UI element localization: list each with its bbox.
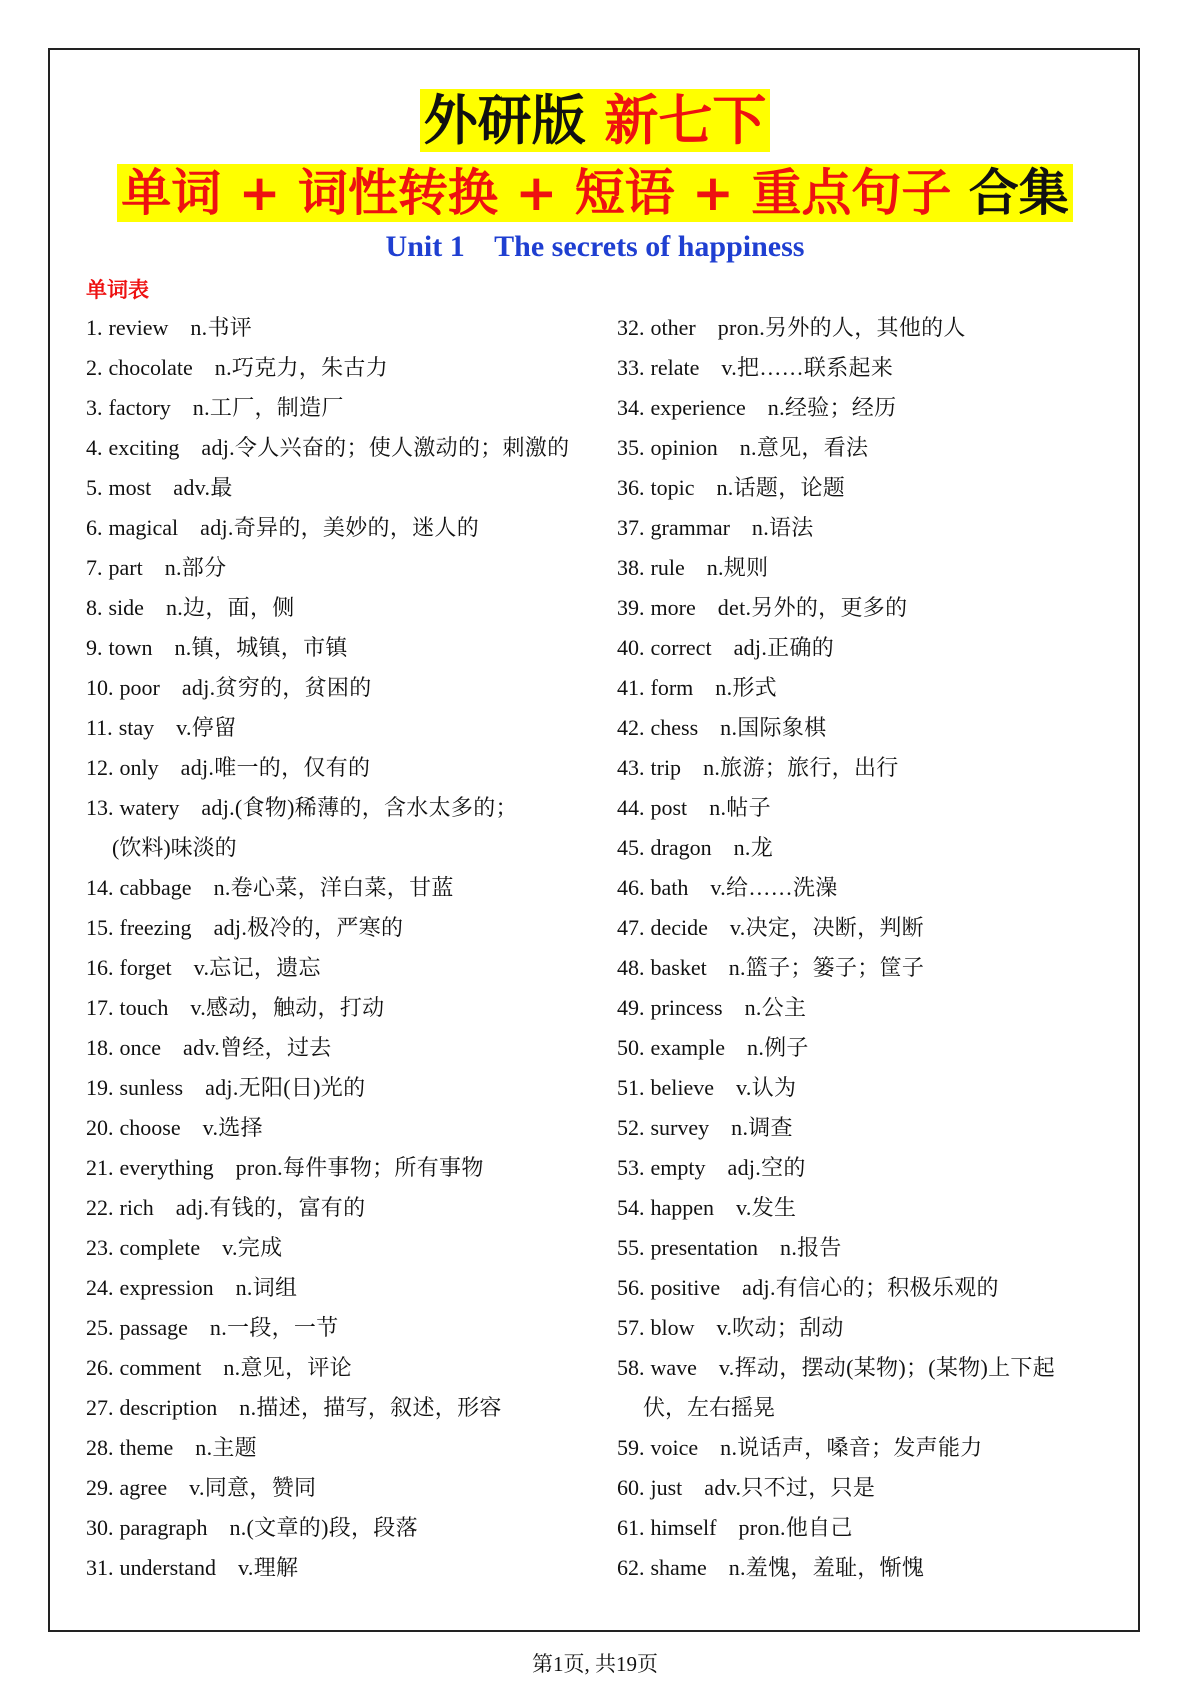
vocab-entry [86,988,591,1028]
vocab-entry [86,1228,591,1268]
entry-word: comment [119,1355,202,1380]
entry-word: chocolate [108,355,193,380]
entry-definition: adj.(食物)稀薄的，含水太多的； [201,795,518,820]
entry-number: 15. [86,915,114,940]
entry-word: opinion [650,435,718,460]
vocab-entry [617,308,1117,348]
entry-definition: pron.每件事物；所有事物 [235,1155,484,1180]
entry-definition: adj.极冷的，严寒的 [213,915,404,940]
entry-number: 3. [86,395,103,420]
entry-word: voice [650,1435,699,1460]
vocab-entry [86,1268,591,1308]
title-grade: 新七下 [604,89,767,152]
entry-definition: v.理解 [238,1555,299,1580]
entry-word: stay [118,715,155,740]
entry-word: trip [650,755,682,780]
entry-number: 22. [86,1195,114,1220]
vocab-entry [86,1508,591,1548]
entry-word: poor [119,675,160,700]
vocab-entry [86,948,591,988]
entry-number: 49. [617,995,645,1020]
entry-number: 28. [86,1435,114,1460]
entry-definition: v.把……联系起来 [721,355,894,380]
entry-definition: n.形式 [715,675,777,700]
entry-word: empty [650,1155,706,1180]
vocab-entry [617,788,1117,828]
entry-number: 36. [617,475,645,500]
vocab-entry [617,1468,1117,1508]
entry-definition: adj.令人兴奋的；使人激动的；刺激的 [201,435,570,460]
entry-number: 38. [617,555,645,580]
entry-word: paragraph [119,1515,208,1540]
vocab-entry [86,308,591,348]
vocab-entry [617,468,1117,508]
entry-number: 53. [617,1155,645,1180]
vocab-entry [86,1468,591,1508]
entry-word: most [108,475,152,500]
vocab-entry [86,1308,591,1348]
entry-word: once [119,1035,162,1060]
entry-definition: n.公主 [744,995,807,1020]
entry-definition: n.一段，一节 [209,1315,339,1340]
vocab-entry [617,828,1117,868]
entry-definition: n.报告 [780,1235,842,1260]
entry-word: form [650,675,694,700]
vocab-entry [617,388,1117,428]
entry-word: freezing [119,915,192,940]
entry-definition: n.帖子 [709,795,771,820]
vocab-entry [617,1548,1117,1588]
entry-definition: v.吹动；刮动 [716,1315,844,1340]
entry-word: himself [650,1515,717,1540]
entry-definition: n.羞愧，羞耻，惭愧 [728,1555,925,1580]
vocab-entry [617,628,1117,668]
entry-number: 62. [617,1555,645,1580]
entry-definition: adj.空的 [727,1155,806,1180]
entry-number: 18. [86,1035,114,1060]
entry-word: agree [119,1475,168,1500]
entry-definition: adj.唯一的，仅有的 [180,755,371,780]
entry-definition: n.篮子；篓子；筐子 [728,955,925,980]
entry-word: watery [119,795,180,820]
entry-definition: v.给……洗澡 [710,875,838,900]
entry-definition: n.意见，评论 [223,1355,352,1380]
entry-number: 29. [86,1475,114,1500]
entry-number: 50. [617,1035,645,1060]
entry-number: 6. [86,515,103,540]
vocab-entry [617,988,1117,1028]
entry-definition: adj.正确的 [733,635,835,660]
entry-word: review [108,315,169,340]
vocab-entry [617,668,1117,708]
entry-definition: adv.最 [173,475,233,500]
entry-word: side [108,595,144,620]
entry-word: everything [119,1155,214,1180]
entry-number: 26. [86,1355,114,1380]
entry-number: 43. [617,755,645,780]
vocab-entry [86,388,591,428]
entry-definition: n.例子 [747,1035,809,1060]
entry-definition: v.发生 [736,1195,797,1220]
vocab-entry [617,948,1117,988]
vocab-entry [617,548,1117,588]
entry-number: 47. [617,915,645,940]
vocab-entry [86,1068,591,1108]
entry-definition: adj.贫穷的，贫困的 [181,675,372,700]
entry-word: forget [119,955,172,980]
entry-word: theme [119,1435,174,1460]
entry-word: relate [650,355,700,380]
entry-word: part [108,555,143,580]
entry-word: touch [119,995,169,1020]
vocab-entry [617,1068,1117,1108]
vocab-entry [86,1148,591,1188]
section-title: 单词表 [86,278,149,302]
entry-word: more [650,595,696,620]
vocab-entry [617,708,1117,748]
entry-word: positive [650,1275,721,1300]
entry-number: 54. [617,1195,645,1220]
entry-word: bath [650,875,689,900]
entry-number: 60. [617,1475,645,1500]
entry-definition: v.选择 [202,1115,263,1140]
vocab-entry [86,1028,591,1068]
entry-word: believe [650,1075,715,1100]
entry-word: decide [650,915,708,940]
title-publisher: 外研版 [423,89,586,152]
entry-number: 31. [86,1555,114,1580]
entry-number: 61. [617,1515,645,1540]
entry-word: factory [108,395,171,420]
entry-number: 17. [86,995,114,1020]
entry-word: topic [650,475,695,500]
vocab-entry [86,908,591,948]
entry-number: 32. [617,315,645,340]
entry-word: sunless [119,1075,184,1100]
entry-word: just [650,1475,683,1500]
entry-word: experience [650,395,746,420]
entry-word: happen [650,1195,715,1220]
entry-number: 33. [617,355,645,380]
entry-number: 55. [617,1235,645,1260]
vocab-entry [86,588,591,628]
entry-definition: v.感动，触动，打动 [190,995,385,1020]
entry-definition: n.镇，城镇，市镇 [174,635,348,660]
entry-definition-continued: (饮料)味淡的 [112,835,237,860]
entry-word: cabbage [119,875,192,900]
subtitle-collection: 合集 [968,164,1069,222]
entry-definition: n.(文章的)段，段落 [229,1515,418,1540]
entry-number: 20. [86,1115,114,1140]
entry-number: 19. [86,1075,114,1100]
entry-number: 2. [86,355,103,380]
vocab-entry [617,508,1117,548]
vocab-entry [86,1108,591,1148]
entry-number: 8. [86,595,103,620]
entry-definition: n.龙 [733,835,773,860]
entry-word: expression [119,1275,214,1300]
vocab-entry [617,348,1117,388]
vocab-entry [86,1348,591,1388]
entry-number: 7. [86,555,103,580]
vocab-entry [86,708,591,748]
entry-number: 59. [617,1435,645,1460]
vocab-entry [86,1188,591,1228]
entry-definition: n.描述，描写，叙述，形容 [239,1395,502,1420]
entry-number: 45. [617,835,645,860]
vocab-entry [86,668,591,708]
entry-word: exciting [108,435,180,460]
entry-number: 27. [86,1395,114,1420]
entry-definition: adj.有钱的，富有的 [175,1195,366,1220]
entry-number: 13. [86,795,114,820]
entry-word: survey [650,1115,710,1140]
vocab-entry [617,748,1117,788]
entry-definition: n.卷心菜，洋白菜，甘蓝 [213,875,454,900]
entry-word: choose [119,1115,181,1140]
entry-number: 48. [617,955,645,980]
entry-number: 4. [86,435,103,460]
entry-word: basket [650,955,707,980]
entry-word: description [119,1395,218,1420]
entry-definition: n.话题，论题 [716,475,846,500]
entry-word: magical [108,515,179,540]
entry-word: wave [650,1355,697,1380]
entry-word: rule [650,555,685,580]
entry-definition: adj.奇异的，美妙的，迷人的 [200,515,480,540]
entry-definition: n.意见，看法 [739,435,869,460]
entry-number: 30. [86,1515,114,1540]
vocab-entry [617,908,1117,948]
entry-number: 41. [617,675,645,700]
entry-number: 46. [617,875,645,900]
vocab-entry [617,1428,1117,1468]
vocab-entry [86,428,591,468]
subtitle-topics: 单词 + 词性转换 + 短语 + 重点句子 [121,164,952,222]
entry-number: 42. [617,715,645,740]
entry-number: 23. [86,1235,114,1260]
entry-number: 40. [617,635,645,660]
entry-word: only [119,755,159,780]
entry-number: 14. [86,875,114,900]
entry-definition: adj.无阳(日)光的 [205,1075,366,1100]
entry-definition: v.挥动，摆动(某物)；(某物)上下起 [718,1355,1055,1380]
vocab-entry [86,628,591,668]
vocab-entry [86,548,591,588]
entry-word: shame [650,1555,707,1580]
entry-definition: v.决定，决断，判断 [729,915,924,940]
entry-definition: pron.另外的人，其他的人 [717,315,966,340]
vocab-entry [86,788,591,828]
entry-definition: n.规则 [706,555,769,580]
entry-word: princess [650,995,723,1020]
vocab-entry [617,1108,1117,1148]
entry-word: correct [650,635,712,660]
entry-number: 37. [617,515,645,540]
entry-definition: n.巧克力，朱古力 [214,355,388,380]
entry-number: 57. [617,1315,645,1340]
entry-definition: n.说话声，嗓音；发声能力 [720,1435,983,1460]
entry-number: 12. [86,755,114,780]
entry-definition: n.工厂，制造厂 [192,395,344,420]
entry-definition: adv.曾经，过去 [183,1035,332,1060]
entry-number: 34. [617,395,645,420]
vocab-entry [86,508,591,548]
entry-definition: n.调查 [731,1115,793,1140]
entry-definition: n.旅游；旅行，出行 [703,755,899,780]
entry-word: understand [119,1555,217,1580]
entry-word: grammar [650,515,730,540]
vocab-column-right [617,308,1117,1588]
entry-number: 52. [617,1115,645,1140]
vocab-entry [86,348,591,388]
entry-number: 11. [86,715,113,740]
entry-number: 39. [617,595,645,620]
entry-number: 25. [86,1315,114,1340]
entry-definition: v.停留 [176,715,237,740]
page-footer: 第1页, 共19页 [532,1652,658,1676]
entry-word: example [650,1035,726,1060]
entry-definition: v.认为 [736,1075,797,1100]
entry-definition: v.同意，赞同 [189,1475,317,1500]
entry-definition: n.语法 [751,515,814,540]
vocab-entry [86,1548,591,1588]
vocab-entry [86,1428,591,1468]
entry-definition: v.完成 [222,1235,283,1260]
entry-word: chess [650,715,699,740]
vocab-entry [617,1148,1117,1188]
entry-word: complete [119,1235,201,1260]
entry-number: 35. [617,435,645,460]
vocab-entry [617,588,1117,628]
entry-word: rich [119,1195,154,1220]
entry-number: 5. [86,475,103,500]
entry-word: town [108,635,153,660]
entry-word: dragon [650,835,712,860]
entry-definition: n.书评 [190,315,253,340]
entry-number: 21. [86,1155,114,1180]
vocab-entry [617,428,1117,468]
entry-word: passage [119,1315,188,1340]
entry-definition: n.边，面，侧 [165,595,295,620]
vocab-entry [617,1268,1117,1308]
entry-word: other [650,315,696,340]
vocab-entry [617,1188,1117,1228]
entry-definition: det.另外的，更多的 [717,595,908,620]
entry-definition: n.词组 [235,1275,298,1300]
entry-definition: adj.有信心的；积极乐观的 [742,1275,999,1300]
document-title [0,86,1190,156]
entry-word: presentation [650,1235,759,1260]
entry-number: 24. [86,1275,114,1300]
entry-number: 1. [86,315,103,340]
vocab-entry [617,1028,1117,1068]
entry-number: 56. [617,1275,645,1300]
vocab-entry [86,868,591,908]
vocab-entry [86,748,591,788]
entry-number: 10. [86,675,114,700]
vocab-entry [617,1508,1117,1548]
vocab-entry [86,468,591,508]
unit-heading: Unit 1 The secrets of happiness [385,230,805,263]
entry-definition: n.经验；经历 [767,395,897,420]
vocab-entry [617,1228,1117,1268]
document-subtitle [0,158,1190,228]
entry-word: post [650,795,688,820]
entry-word: blow [650,1315,695,1340]
entry-number: 9. [86,635,103,660]
entry-number: 58. [617,1355,645,1380]
entry-definition: v.忘记，遗忘 [193,955,321,980]
entry-number: 16. [86,955,114,980]
entry-definition-continued: 伏，左右摇晃 [643,1395,776,1420]
entry-definition: n.国际象棋 [720,715,827,740]
entry-number: 44. [617,795,645,820]
entry-definition: pron.他自己 [738,1515,853,1540]
entry-number: 51. [617,1075,645,1100]
vocab-entry [617,1348,1117,1388]
vocab-entry [86,1388,591,1428]
vocab-column-left [86,308,591,1588]
vocab-entry [617,1308,1117,1348]
entry-definition: adv.只不过，只是 [704,1475,876,1500]
entry-definition: n.部分 [164,555,227,580]
entry-definition: n.主题 [195,1435,257,1460]
vocab-entry [617,868,1117,908]
